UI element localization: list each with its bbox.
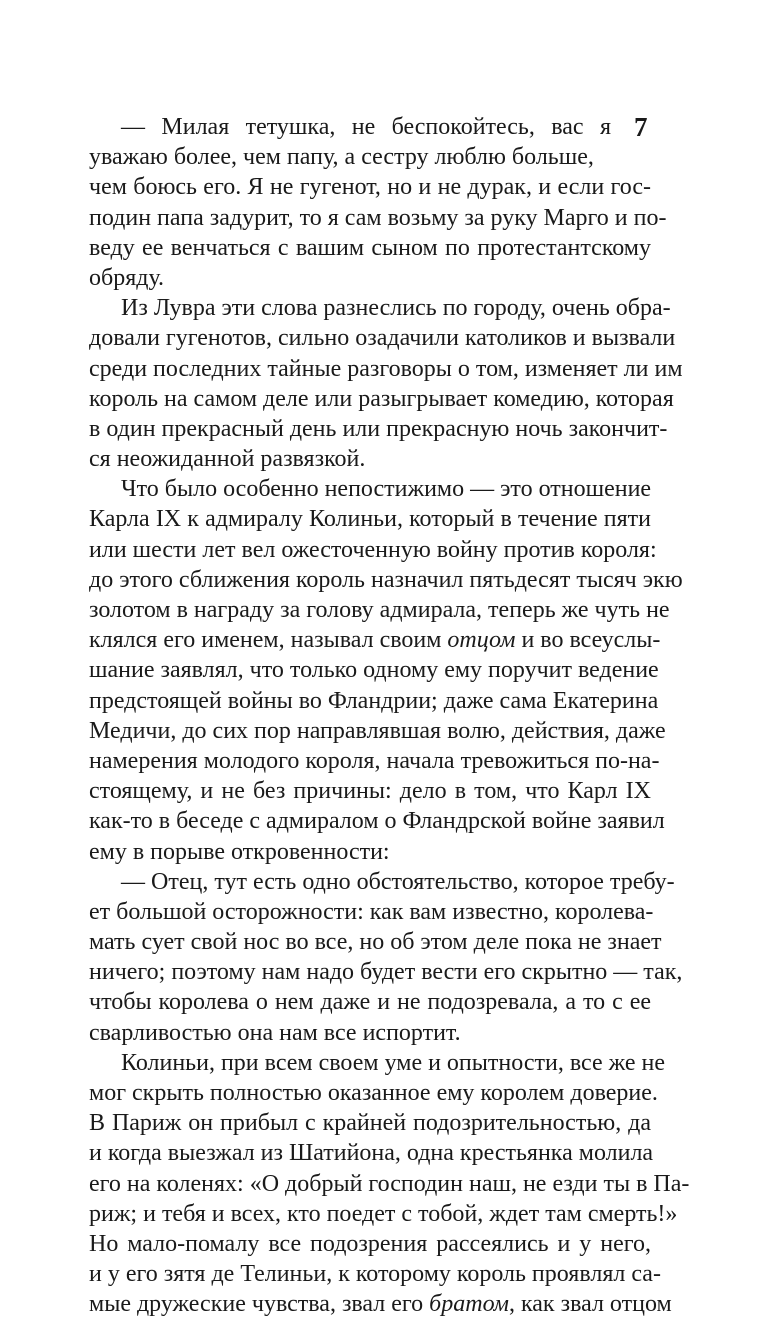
text-line: и когда выезжал из Шатийона, одна крестьянка молила (89, 1140, 654, 1167)
text-line: веду ее венчаться с вашим сыном по протестантскому (89, 234, 651, 261)
text-line: довали гугенотов, сильно озадачили католиков и вызвали (89, 325, 676, 352)
text-line: золотом в награду за голову адмирала, теперь же чуть не (89, 597, 670, 623)
text-line: ет большой осторожности: как вам известно, королева- (89, 898, 654, 925)
body-text (89, 112, 690, 1320)
italic-word: братом (429, 1291, 509, 1318)
text-line: или шести лет вел ожесточенную войну против короля: (89, 536, 657, 563)
text-line: предстоящей войны во Фландрии; даже сама Екатерина (89, 687, 659, 714)
text-line: намерения молодого короля, начала тревожиться по-на- (89, 747, 660, 774)
text-segment: мые дружеские чувства, звал его (89, 1291, 424, 1318)
text-line: обряду. (89, 264, 165, 291)
text-line: ничего; поэтому нам надо будет вести его скрытно — так, (89, 959, 683, 986)
text-line: мать сует свой нос во все, но об этом деле пока не знает (89, 929, 662, 956)
paragraph (89, 112, 667, 293)
text-line: Но мало-помалу все подозрения рассеялись и у него, (89, 1230, 651, 1257)
text-line: король на самом деле или разыгрывает комедию, которая (89, 385, 674, 412)
text-line: Что было особенно непостижимо — это отношение (121, 476, 652, 503)
paragraph (89, 293, 683, 474)
text-line: сварливостью она нам все испортит. (89, 1019, 461, 1046)
text-line: риж; и тебя и всех, кто поедет с тобой, ждет там смерть!» (89, 1200, 678, 1227)
text-line: и у его зятя де Телиньи, к которому король проявлял са- (89, 1261, 661, 1288)
paragraph (89, 1048, 690, 1320)
text-line: среди последних тайные разговоры о том, изменяет ли им (89, 355, 683, 382)
text-line: уважаю более, чем папу, а сестру люблю больше, (89, 144, 594, 171)
text-line-mixed (89, 625, 661, 655)
text-line: ся неожиданной развязкой. (89, 446, 366, 473)
text-line: Из Лувра эти слова разнеслись по городу, очень обра- (121, 295, 671, 322)
text-line: мог скрыть полностью оказанное ему королем доверие. (89, 1080, 658, 1106)
text-line: стоящему, и не без причины: дело в том, что Карл IX (89, 778, 651, 805)
paragraph (89, 867, 683, 1048)
text-line: его на коленях: «О добрый господин наш, не езди ты в Па- (89, 1170, 690, 1197)
text-line: Карла IX к адмиралу Колиньи, который в течение пяти (89, 506, 651, 533)
text-line: Колиньи, при всем своем уме и опытности, все же не (121, 1049, 666, 1076)
text-line: в один прекрасный день или прекрасную ночь закончит- (89, 415, 668, 442)
text-line: чтобы королева о нем даже и не подозревала, а то с ее (89, 989, 651, 1016)
text-line: до этого сближения король назначил пятьдесят тысяч экю (89, 566, 683, 593)
text-line: ему в порыве откровенности: (89, 838, 390, 865)
text-line: подин папа задурит, то я сам возьму за руку Марго и по- (89, 204, 667, 231)
text-line: В Париж он прибыл с крайней подозрительностью, да (89, 1110, 651, 1137)
text-line: чем боюсь его. Я не гугенот, но и не дурак, и если гос- (89, 174, 651, 201)
text-line: шание заявлял, что только одному ему поручит ведение (89, 657, 659, 684)
text-line: — Отец, тут есть одно обстоятельство, которое требу- (121, 868, 675, 895)
text-line: Медичи, до сих пор направлявшая волю, действия, даже (89, 717, 666, 744)
page-number: 7 (634, 112, 648, 142)
text-segment: , как звал отцом (508, 1291, 672, 1318)
italic-word: отцом (447, 627, 516, 654)
text-segment: клялся его именем, называл своим (89, 627, 442, 654)
text-line: — Милая тетушка, не беспокойтесь, вас я (121, 114, 611, 140)
text-line-mixed (89, 1289, 672, 1319)
paragraph (89, 474, 683, 866)
text-segment: и во всеуслы- (521, 627, 661, 654)
text-line: как-то в беседе с адмиралом о Фландрской войне заявил (89, 808, 665, 835)
